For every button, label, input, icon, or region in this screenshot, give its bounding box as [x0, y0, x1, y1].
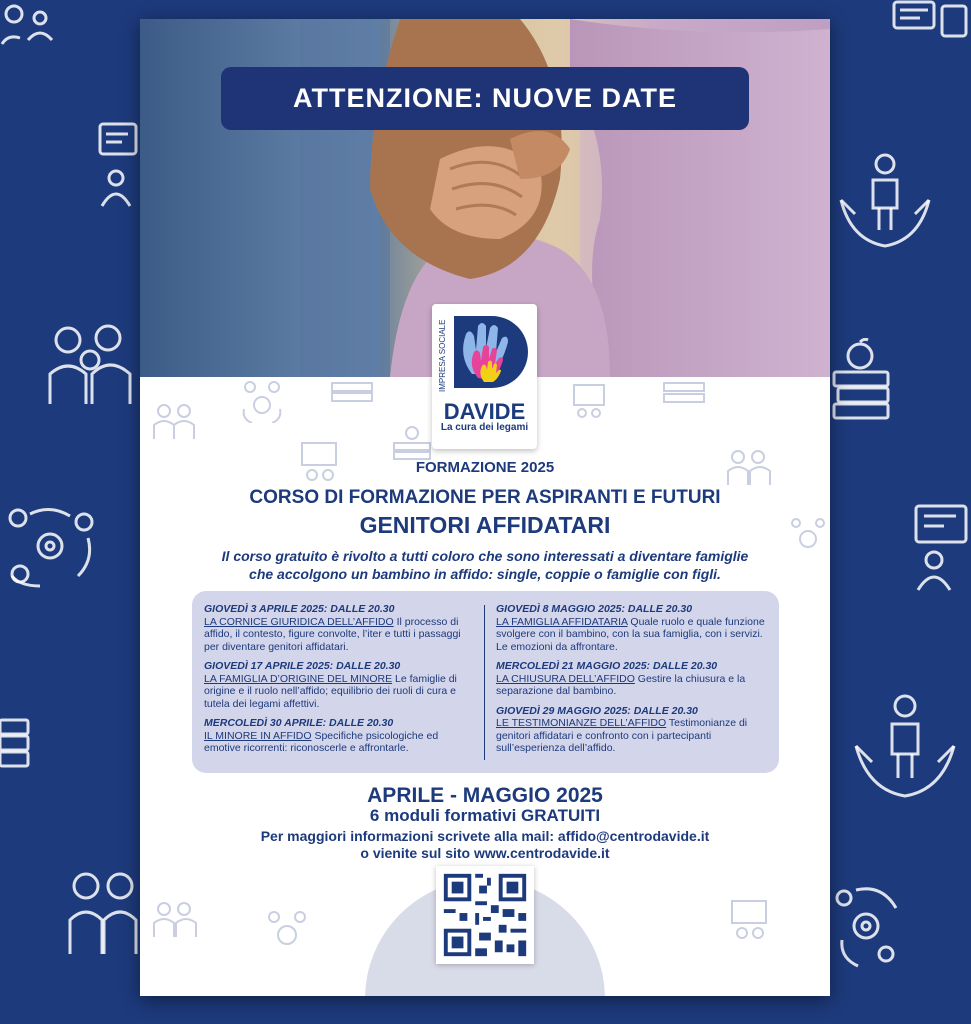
- modules-count: 6 moduli formativi GRATUITI: [369, 806, 601, 825]
- teamwork-gear-icon: [832, 880, 902, 970]
- people-icon: [152, 401, 196, 446]
- books-apple-icon: [330, 381, 374, 408]
- teamwork-gear-icon: [240, 379, 284, 428]
- davide-logo: [432, 304, 537, 449]
- session-item: [204, 660, 469, 710]
- presentation-icon: [890, 0, 970, 40]
- announcement-banner: ATTENZIONE: NUOVE DATE: [221, 67, 749, 130]
- session-description: Quale ruolo e quale funzione svolgere con il bambino, con la sua famiglia, con i servizi. Le emozioni da affrontare.: [496, 615, 765, 653]
- year-label: FORMAZIONE 2025: [415, 459, 555, 476]
- people-icon: [66, 866, 142, 956]
- caring-hands-icon: [850, 690, 960, 800]
- session-title: LA CHIUSURA DELL’AFFIDO: [496, 672, 635, 685]
- session-date: GIOVEDÌ 8 MAGGIO 2025: DALLE 20.30: [496, 603, 693, 615]
- people-icon: [46, 320, 140, 406]
- session-description: Gestire la chiusura e la separazione dal bambino.: [496, 672, 746, 697]
- contact-email-line: Per maggiori informazioni scrivete alla mail: affido@centrodavide.it: [260, 828, 710, 844]
- session-title: LE TESTIMONIANZE DELL’AFFIDO: [496, 717, 667, 729]
- logo-name: DAVIDE: [443, 399, 526, 424]
- schedule-column-right: [496, 603, 770, 762]
- session-item: [496, 705, 770, 755]
- poster: [140, 19, 830, 996]
- books-apple-icon: [662, 381, 706, 410]
- course-period: APRILE - MAGGIO 2025: [367, 784, 603, 807]
- logo-vertical-text: IMPRESA SOCIALE: [438, 319, 447, 392]
- qr-code-icon[interactable]: [436, 866, 534, 964]
- session-date: GIOVEDÌ 17 APRILE 2025: DALLE 20.30: [204, 660, 401, 672]
- session-date: GIOVEDÌ 29 MAGGIO 2025: DALLE 20.30: [496, 704, 698, 717]
- caring-hands-icon: [835, 150, 935, 250]
- teamwork-gear-icon: [0, 0, 60, 50]
- session-description: Specifiche psicologiche ed emotive ricorrenti: riconoscerle e affrontarle.: [204, 729, 439, 754]
- session-description: Il processo di affido, il contesto, figure convolte, l’iter e tutti i passaggi per diventare genitori affidatari.: [204, 615, 461, 653]
- intro-text: [140, 547, 830, 583]
- session-title: LA FAMIGLIA D’ORIGINE DEL MINORE: [204, 672, 393, 685]
- teamwork-gear-icon: [264, 909, 310, 960]
- books-apple-icon: [830, 338, 892, 420]
- meeting-icon: [912, 500, 971, 592]
- intro-line1: Il corso gratuito è rivolto a tutti coloro che sono interessati a diventare famiglie: [221, 548, 749, 564]
- session-item: [496, 660, 770, 698]
- people-icon: [152, 899, 198, 944]
- column-divider: [484, 605, 485, 760]
- session-title: IL MINORE IN AFFIDO: [204, 729, 312, 742]
- session-item: [204, 717, 469, 755]
- session-item: [496, 603, 770, 653]
- contact-info: [140, 828, 830, 862]
- course-title-line2: GENITORI AFFIDATARI: [359, 512, 611, 538]
- schedule-column-left: [204, 603, 469, 762]
- logo-tagline: La cura dei legami: [440, 422, 529, 433]
- session-description: Testimonianze di genitori affidatari e confronto con i partecipanti sull’esperienza dell’affido.: [496, 717, 748, 754]
- session-title: LA CORNICE GIURIDICA DELL’AFFIDO: [204, 615, 394, 628]
- presentation-icon: [730, 899, 776, 948]
- session-description: Le famiglie di origine e il ruolo nell’affido; equilibrio dei ruoli di cura e tutela dei legami affettivi.: [204, 672, 457, 710]
- books-apple-icon: [0, 700, 32, 770]
- session-item: [204, 603, 469, 653]
- teamwork-gear-icon: [0, 500, 100, 592]
- course-title-line1: CORSO DI FORMAZIONE PER ASPIRANTI E FUTURI: [249, 487, 721, 508]
- session-date: GIOVEDÌ 3 APRILE 2025: DALLE 20.30: [204, 603, 395, 615]
- contact-site-line: o vienite sul sito www.centrodavide.it: [360, 845, 610, 861]
- meeting-icon: [96, 120, 142, 210]
- session-date: MERCOLEDÌ 21 MAGGIO 2025: DALLE 20.30: [496, 660, 718, 672]
- presentation-icon: [572, 383, 612, 428]
- session-title: LA FAMIGLIA AFFIDATARIA: [496, 615, 628, 628]
- schedule-box: [192, 591, 779, 773]
- session-date: MERCOLEDÌ 30 APRILE: DALLE 20.30: [204, 717, 394, 729]
- intro-line2: che accolgono un bambino in affido: single, coppie o famiglie con figli.: [249, 566, 721, 582]
